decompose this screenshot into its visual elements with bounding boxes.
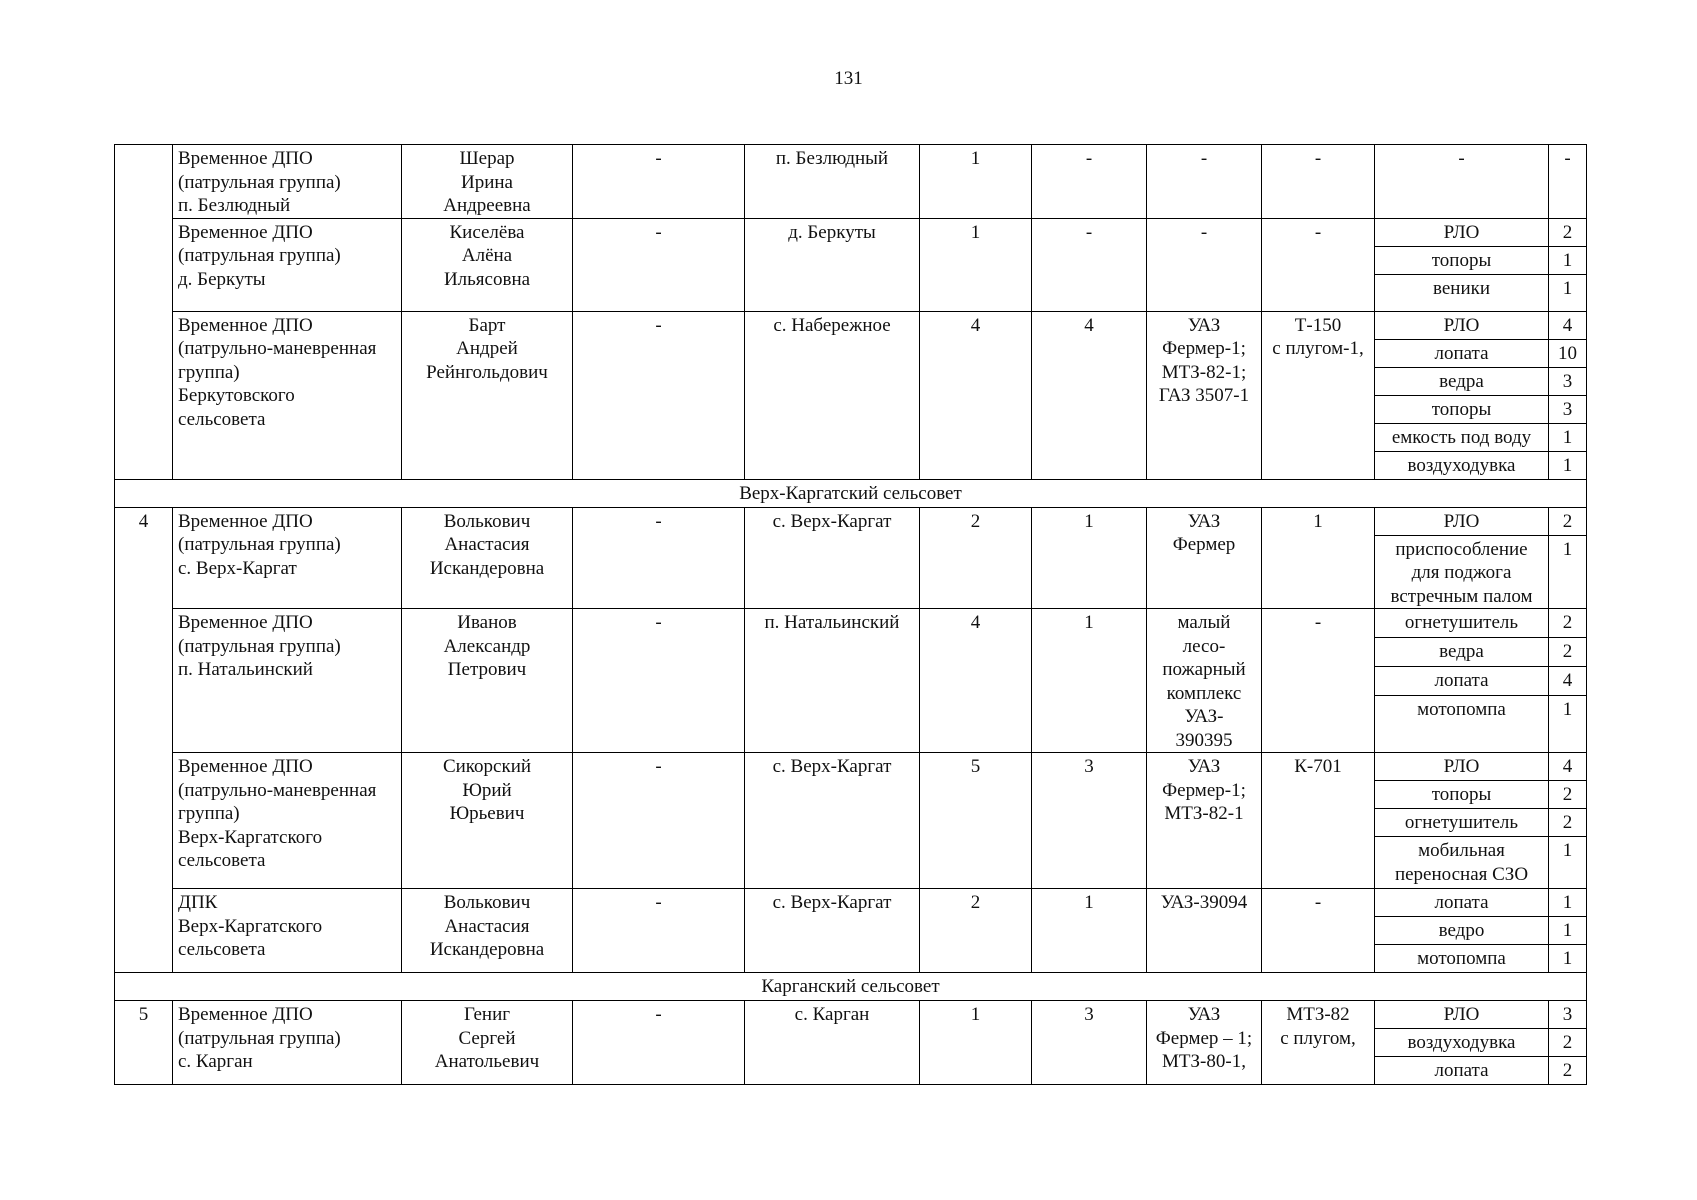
tractors-cell: МТЗ-82 с плугом,	[1262, 1001, 1375, 1085]
equipment-name-cell: мобильная переносная СЗО	[1375, 837, 1549, 889]
location-cell: п. Натальинский	[745, 609, 920, 753]
vehicles-cell: малый лесо- пожарный комплекс УАЗ- 390395	[1147, 609, 1262, 753]
tractors-cell: -	[1262, 609, 1375, 753]
equipment-qty-cell: 1	[1549, 945, 1587, 973]
fire-teams-table	[114, 144, 1587, 1085]
head-name-cell: Барт Андрей Рейнгольдович	[402, 311, 573, 479]
equipment-qty-cell: 3	[1549, 367, 1587, 395]
row-number-cell	[115, 218, 173, 311]
equipment-name-cell: лопата	[1375, 1057, 1549, 1085]
table-row	[115, 1001, 1587, 1029]
personnel-cell: 5	[920, 753, 1032, 889]
equipment-qty-cell: 1	[1549, 917, 1587, 945]
equipment-qty-cell: 1	[1549, 451, 1587, 479]
equipment-qty-cell: 2	[1549, 638, 1587, 667]
equipment-name-cell: РЛО	[1375, 753, 1549, 781]
unit-name-cell: Временное ДПО (патрульно-маневренная группа) Беркутовского сельсовета	[173, 311, 402, 479]
equipment-name-cell: РЛО	[1375, 311, 1549, 339]
equipment-name-cell: воздуходувка	[1375, 1029, 1549, 1057]
equipment-qty-cell: 1	[1549, 274, 1587, 311]
equipment-qty-cell: 2	[1549, 809, 1587, 837]
equipment-qty-cell: 2	[1549, 609, 1587, 638]
equipment-name-cell: топоры	[1375, 781, 1549, 809]
location-cell: с. Верх-Каргат	[745, 889, 920, 973]
page-number: 131	[834, 68, 863, 89]
equipment-name-cell: РЛО	[1375, 507, 1549, 535]
equipment-qty-cell: 1	[1549, 423, 1587, 451]
table-row	[115, 218, 1587, 246]
equipment-name-cell: емкость под воду	[1375, 423, 1549, 451]
equipment-name-cell: лопата	[1375, 339, 1549, 367]
section-header-row	[115, 973, 1587, 1001]
vehicles-cell: УАЗ Фермер	[1147, 507, 1262, 609]
phone-cell: -	[573, 311, 745, 479]
tractors-cell: -	[1262, 145, 1375, 219]
vehicles-count-cell: -	[1032, 218, 1147, 311]
head-name-cell: Волькович Анастасия Искандеровна	[402, 507, 573, 609]
tractors-cell: Т-150 с плугом-1,	[1262, 311, 1375, 479]
equipment-name-cell: мотопомпа	[1375, 696, 1549, 753]
tractors-cell: 1	[1262, 507, 1375, 609]
unit-name-cell: Временное ДПО (патрульная группа) п. Натальинский	[173, 609, 402, 753]
equipment-qty-cell: 4	[1549, 311, 1587, 339]
personnel-cell: 2	[920, 507, 1032, 609]
row-number-cell	[115, 311, 173, 479]
vehicles-count-cell: 1	[1032, 889, 1147, 973]
phone-cell: -	[573, 1001, 745, 1085]
row-number-cell	[115, 889, 173, 973]
equipment-qty-cell: 2	[1549, 507, 1587, 535]
tractors-cell: К-701	[1262, 753, 1375, 889]
equipment-qty-cell: 1	[1549, 889, 1587, 917]
phone-cell: -	[573, 145, 745, 219]
vehicles-cell: УАЗ-39094	[1147, 889, 1262, 973]
table-row	[115, 889, 1587, 917]
unit-name-cell: Временное ДПО (патрульная группа) с. Верх-Каргат	[173, 507, 402, 609]
location-cell: с. Верх-Каргат	[745, 507, 920, 609]
vehicles-cell: УАЗ Фермер – 1; МТЗ-80-1,	[1147, 1001, 1262, 1085]
tractors-cell: -	[1262, 889, 1375, 973]
equipment-name-cell: ведро	[1375, 917, 1549, 945]
equipment-qty-cell: 2	[1549, 781, 1587, 809]
section-title: Карганский сельсовет	[115, 973, 1587, 1001]
table-body	[115, 145, 1587, 1085]
personnel-cell: 2	[920, 889, 1032, 973]
table-row	[115, 145, 1587, 219]
row-number-cell	[115, 145, 173, 219]
vehicles-count-cell: 1	[1032, 507, 1147, 609]
equipment-qty-cell: 1	[1549, 535, 1587, 609]
equipment-name-cell: мотопомпа	[1375, 945, 1549, 973]
equipment-qty-cell: 1	[1549, 837, 1587, 889]
table-row	[115, 609, 1587, 638]
phone-cell: -	[573, 889, 745, 973]
head-name-cell: Волькович Анастасия Искандеровна	[402, 889, 573, 973]
personnel-cell: 4	[920, 311, 1032, 479]
row-number-cell	[115, 609, 173, 753]
unit-name-cell: Временное ДПО (патрульная группа) с. Карган	[173, 1001, 402, 1085]
personnel-cell: 1	[920, 218, 1032, 311]
vehicles-cell: -	[1147, 218, 1262, 311]
equipment-name-cell: веники	[1375, 274, 1549, 311]
vehicles-cell: -	[1147, 145, 1262, 219]
phone-cell: -	[573, 218, 745, 311]
row-number-cell	[115, 753, 173, 889]
equipment-qty-cell: 2	[1549, 1057, 1587, 1085]
equipment-name-cell: воздуходувка	[1375, 451, 1549, 479]
equipment-qty-cell: 10	[1549, 339, 1587, 367]
table-row	[115, 753, 1587, 781]
vehicles-cell: УАЗ Фермер-1; МТЗ-82-1; ГАЗ 3507-1	[1147, 311, 1262, 479]
unit-name-cell: Временное ДПО (патрульная группа) п. Безлюдный	[173, 145, 402, 219]
location-cell: п. Безлюдный	[745, 145, 920, 219]
vehicles-cell: УАЗ Фермер-1; МТЗ-82-1	[1147, 753, 1262, 889]
equipment-name-cell: ведра	[1375, 638, 1549, 667]
unit-name-cell: Временное ДПО (патрульная группа) д. Беркуты	[173, 218, 402, 311]
table-row	[115, 311, 1587, 339]
personnel-cell: 1	[920, 145, 1032, 219]
equipment-qty-cell: 4	[1549, 753, 1587, 781]
head-name-cell: Шерар Ирина Андреевна	[402, 145, 573, 219]
phone-cell: -	[573, 753, 745, 889]
equipment-name-cell: лопата	[1375, 889, 1549, 917]
tractors-cell: -	[1262, 218, 1375, 311]
location-cell: с. Набережное	[745, 311, 920, 479]
equipment-qty-cell: 4	[1549, 667, 1587, 696]
equipment-qty-cell: 3	[1549, 395, 1587, 423]
equipment-qty-cell: 2	[1549, 218, 1587, 246]
equipment-qty-cell: 1	[1549, 246, 1587, 274]
personnel-cell: 4	[920, 609, 1032, 753]
row-number-cell: 4	[115, 507, 173, 609]
location-cell: с. Карган	[745, 1001, 920, 1085]
personnel-cell: 1	[920, 1001, 1032, 1085]
vehicles-count-cell: 3	[1032, 1001, 1147, 1085]
vehicles-count-cell: 1	[1032, 609, 1147, 753]
head-name-cell: Сикорский Юрий Юрьевич	[402, 753, 573, 889]
vehicles-count-cell: 3	[1032, 753, 1147, 889]
equipment-name-cell: РЛО	[1375, 218, 1549, 246]
unit-name-cell: Временное ДПО (патрульно-маневренная группа) Верх-Каргатского сельсовета	[173, 753, 402, 889]
phone-cell: -	[573, 609, 745, 753]
equipment-name-cell: огнетушитель	[1375, 809, 1549, 837]
phone-cell: -	[573, 507, 745, 609]
location-cell: с. Верх-Каргат	[745, 753, 920, 889]
equipment-name-cell: топоры	[1375, 246, 1549, 274]
equipment-name-cell: приспособление для поджога встречным палом	[1375, 535, 1549, 609]
table-row	[115, 507, 1587, 535]
equipment-name-cell: лопата	[1375, 667, 1549, 696]
unit-name-cell: ДПК Верх-Каргатского сельсовета	[173, 889, 402, 973]
equipment-name-cell: ведра	[1375, 367, 1549, 395]
head-name-cell: Иванов Александр Петрович	[402, 609, 573, 753]
equipment-qty-cell: 1	[1549, 696, 1587, 753]
equipment-name-cell: РЛО	[1375, 1001, 1549, 1029]
section-title: Верх-Каргатский сельсовет	[115, 479, 1587, 507]
vehicles-count-cell: 4	[1032, 311, 1147, 479]
equipment-qty-cell: 2	[1549, 1029, 1587, 1057]
section-header-row	[115, 479, 1587, 507]
equipment-name-cell: огнетушитель	[1375, 609, 1549, 638]
row-number-cell: 5	[115, 1001, 173, 1085]
head-name-cell: Киселёва Алёна Ильясовна	[402, 218, 573, 311]
vehicles-count-cell: -	[1032, 145, 1147, 219]
equipment-qty-cell: -	[1549, 145, 1587, 219]
location-cell: д. Беркуты	[745, 218, 920, 311]
head-name-cell: Гениг Сергей Анатольевич	[402, 1001, 573, 1085]
equipment-name-cell: -	[1375, 145, 1549, 219]
equipment-name-cell: топоры	[1375, 395, 1549, 423]
equipment-qty-cell: 3	[1549, 1001, 1587, 1029]
